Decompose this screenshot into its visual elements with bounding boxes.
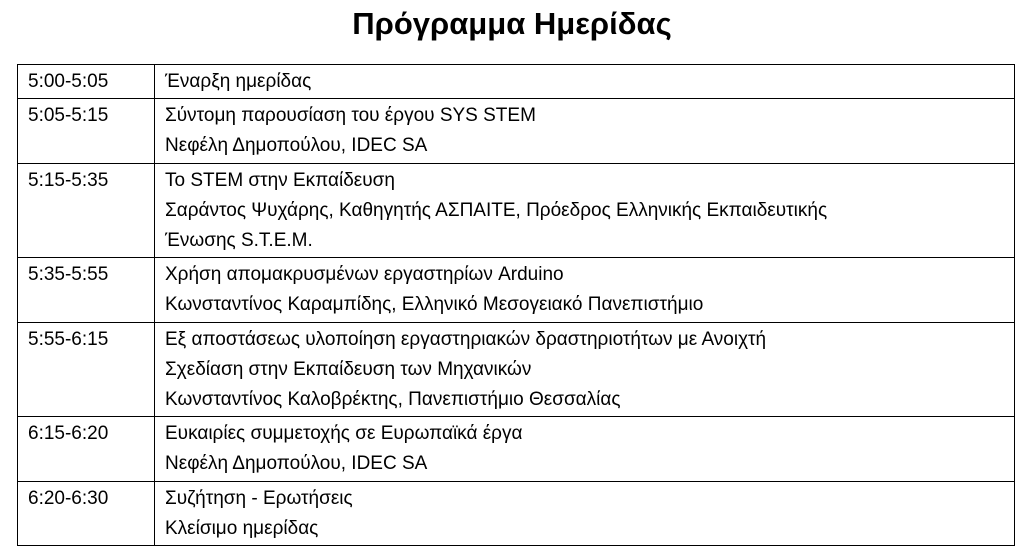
session-detail-line: Σαράντος Ψυχάρης, Καθηγητής ΑΣΠΑΙΤΕ, Πρόεδρος Ελληνικής Εκπαιδευτικής: [165, 199, 828, 221]
session-title: Έναρξη ημερίδας: [165, 71, 312, 92]
session-detail-line: Νεφέλη Δημοπούλου, IDEC SA: [165, 453, 428, 475]
time-slot: 6:15-6:20: [28, 423, 109, 445]
session-detail-line: Κωνσταντίνος Καλοβρέκτης, Πανεπιστήμιο Θεσσαλίας: [165, 389, 621, 411]
session-detail-line: Νεφέλη Δημοπούλου, IDEC SA: [165, 135, 428, 157]
time-slot-cell: [18, 417, 155, 481]
agenda-table: [17, 64, 1015, 546]
time-slot-cell: [18, 481, 155, 545]
time-slot-cell: [18, 258, 155, 322]
time-slot-cell: [18, 99, 155, 163]
table-row: [18, 163, 1015, 258]
time-slot-cell: [18, 322, 155, 417]
session-description-cell: [155, 481, 1015, 545]
time-slot: 5:15-5:35: [28, 169, 109, 191]
time-slot: 5:05-5:15: [28, 105, 109, 127]
session-title: Το STEM στην Εκπαίδευση: [165, 169, 395, 191]
agenda-table-body: [18, 65, 1015, 546]
session-description-cell: [155, 99, 1015, 163]
session-detail-line: Κωνσταντίνος Καραμπίδης, Ελληνικό Μεσογειακό Πανεπιστήμιο: [165, 294, 704, 316]
session-description-cell: [155, 258, 1015, 322]
session-title: Ευκαιρίες συμμετοχής σε Ευρωπαϊκά έργα: [165, 423, 523, 445]
table-row: [18, 481, 1015, 545]
time-slot-cell: [18, 65, 155, 99]
session-description-cell: [155, 65, 1015, 99]
page-title: Πρόγραμμα Ημερίδας: [352, 6, 672, 41]
session-description-cell: [155, 163, 1015, 258]
session-description-cell: [155, 322, 1015, 417]
session-detail-line: Κλείσιμο ημερίδας: [165, 517, 319, 539]
session-title: Σύντομη παρουσίαση του έργου SYS STEM: [165, 105, 536, 127]
session-detail-line: Ένωσης S.T.E.M.: [165, 230, 313, 252]
table-row: [18, 258, 1015, 322]
session-description-cell: [155, 417, 1015, 481]
time-slot-cell: [18, 163, 155, 258]
table-row: [18, 65, 1015, 99]
session-title: Χρήση απομακρυσμένων εργαστηρίων Arduino: [165, 264, 564, 286]
time-slot: 5:55-6:15: [28, 328, 109, 350]
time-slot: 5:00-5:05: [28, 71, 109, 92]
session-title: Εξ αποστάσεως υλοποίηση εργαστηριακών δραστηριοτήτων με Ανοιχτή: [165, 328, 767, 350]
session-detail-line: Σχεδίαση στην Εκπαίδευση των Μηχανικών: [165, 358, 532, 380]
time-slot: 6:20-6:30: [28, 487, 109, 509]
table-row: [18, 322, 1015, 417]
table-row: [18, 417, 1015, 481]
table-row: [18, 99, 1015, 163]
time-slot: 5:35-5:55: [28, 264, 109, 286]
session-title: Συζήτηση - Ερωτήσεις: [165, 487, 353, 509]
